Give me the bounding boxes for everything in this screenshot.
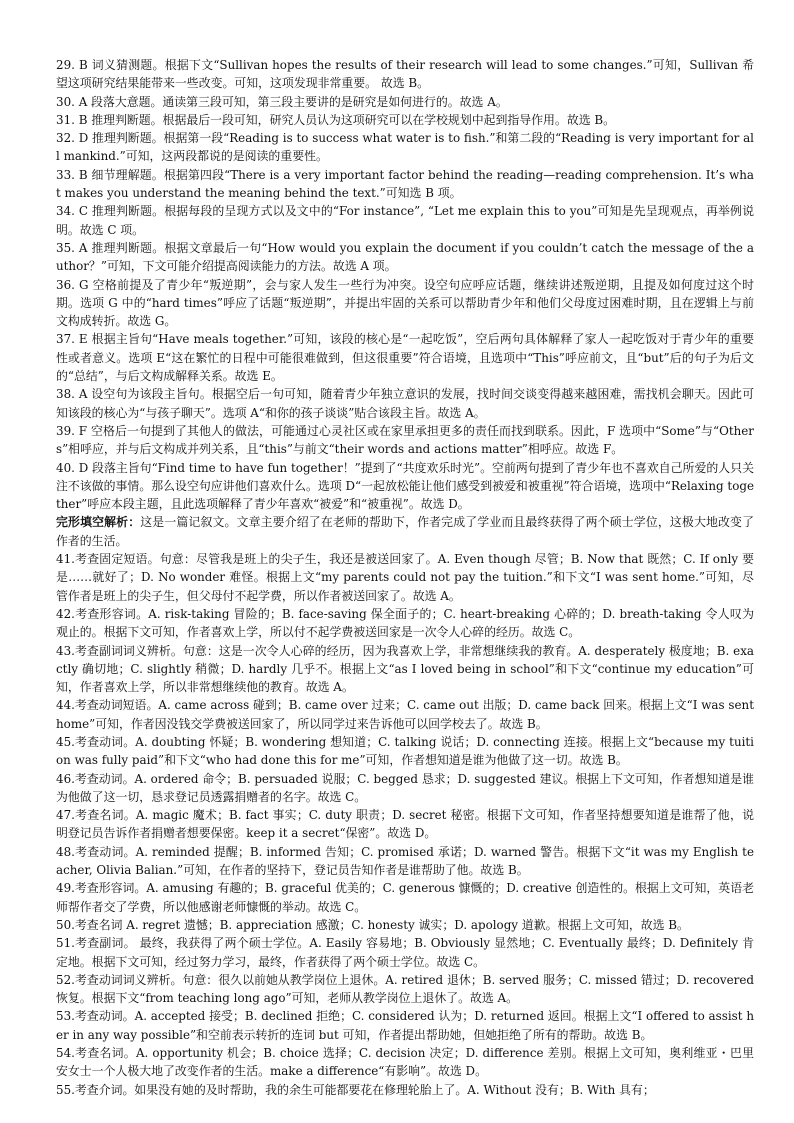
answer-entry <box>56 696 754 733</box>
entry-text: 52.考查动词词义辨析。句意：很久以前她从教学岗位上退休。A. retired 退休；B. served 服务；C. missed 错过；D. recovered 恢复。根据下文“from teaching long ago”可知，老师从教学岗位上退休了。故选 A。 <box>56 972 754 1006</box>
entry-text: 55.考查介词。如果没有她的及时帮助，我的余生可能都要花在修理轮胎上了。A. Without 没有；B. With 具有； <box>56 1082 655 1097</box>
answer-entry <box>56 879 754 916</box>
answer-entry <box>56 111 754 129</box>
entry-text: 44.考查动词短语。A. came across 碰到；B. came over 过来；C. came out 出版；D. came back 回来。根据上文“I was sent home”可知，作者因没钱交学费被送回家了，所以同学过来告诉他可以回学校去了。故选 B。 <box>56 698 754 731</box>
answer-entry <box>56 843 754 880</box>
entry-text: 41.考查固定短语。句意：尽管我是班上的尖子生，我还是被送回家了。A. Even though 尽管；B. Now that 既然；C. If only 要是……就好了；D. No wonder 难怪。根据上文“my parents could not pay the tuition.”和下文“I was sent home.”可知，尽管作者是班上的尖子生，但父母付不起学费，所以作者被送回家了。故选 A。 <box>56 552 754 603</box>
answer-entry <box>56 1007 754 1044</box>
answer-entry <box>56 459 754 514</box>
entry-text: 31. B 推理判断题。根据最后一段可知，研究人员认为这项研究可以在学校规划中起到指导作用。故选 B。 <box>56 112 616 127</box>
answer-entry <box>56 605 754 642</box>
answer-entry <box>56 56 754 93</box>
entry-text: 48.考查动词。A. reminded 提醒；B. informed 告知；C. promised 承诺；D. warned 警告。根据下文“it was my English teacher, Olivia Balian.”可知，在作者的坚持下，登记员告知作者是谁帮助了他。故选 B。 <box>56 844 754 878</box>
entry-text: 53.考查动词。A. accepted 接受；B. declined 拒绝；C. considered 认为；D. returned 返回。根据上文“I offered to assist her in any way possible”和空前表示转折的连词 but 可知，作者提出帮助她，但她拒绝了所有的帮助。故选 B。 <box>56 1009 754 1042</box>
answer-entry <box>56 239 754 276</box>
answer-entry <box>56 129 754 166</box>
answer-entry <box>56 1044 754 1081</box>
entry-text: 45.考查动词。A. doubting 怀疑；B. wondering 想知道；C. talking 说话；D. connecting 连接。根据上文“because my tuition was fully paid”和下文“who had done this for me”可知，作者想知道是谁为他做了这一切。故选 B。 <box>56 734 754 768</box>
entry-text: 30. A 段落大意题。通读第三段可知，第三段主要讲的是研究是如何进行的。故选 A。 <box>56 94 508 109</box>
answer-entry <box>56 1081 754 1099</box>
entry-text: 42.考查形容词。A. risk-taking 冒险的；B. face-saving 保全面子的；C. heart-breaking 心碎的；D. breath-taking 令人叹为观止的。根据下文可知，作者喜欢上学，所以付不起学费被送回家是一次令人心碎的经历。故选 C。 <box>56 606 754 640</box>
answer-entry <box>56 934 754 971</box>
entry-text: 34. C 推理判断题。根据每段的呈现方式以及文中的“For instance”, “Let me explain this to you”可知是先呈现观点，再举例说明。故选 C 项。 <box>56 204 754 237</box>
answer-entry <box>56 330 754 385</box>
entry-text: 39. F 空格后一句提到了其他人的做法，可能通过心灵社区或在家里承担更多的责任而找到联系。因此，F 选项中“Some”与“Others”相呼应，并与后文构成并列关系，且“this”与前文“their words and actions matter”相呼应。故选 F。 <box>56 423 754 457</box>
answer-entry <box>56 276 754 331</box>
entry-text: 46.考查动词。A. ordered 命令；B. persuaded 说服；C. begged 恳求；D. suggested 建议。根据上下文可知，作者想知道是谁为他做了这一切，恳求登记员透露捐赠者的名字。故选 C。 <box>56 771 754 804</box>
answer-entry <box>56 806 754 843</box>
entry-text: 51.考查副词。 最终，我获得了两个硕士学位。A. Easily 容易地；B. Obviously 显然地；C. Eventually 最终；D. Definitely 肯定地。根据下文可知，经过努力学习，最终，作者获得了两个硕士学位。故选 C。 <box>56 936 754 969</box>
answer-explanations <box>56 56 754 1099</box>
section-heading: 完形填空解析： <box>56 515 141 530</box>
entry-text: 43.考查副词词义辨析。句意：这是一次令人心碎的经历，因为我喜欢上学，非常想继续我的教育。A. desperately 极度地；B. exactly 确切地；C. slightly 稍微；D. hardly 几乎不。根据上文“as I loved being in school”和下文“continue my education”可知，作者喜欢上学，所以非常想继续他的教育。故选 A。 <box>56 643 754 695</box>
entry-text: 这是一篇记叙文。文章主要介绍了在老师的帮助下，作者完成了学业而且最终获得了两个硕士学位，这极大地改变了作者的生活。 <box>56 515 754 548</box>
answer-entry <box>56 770 754 807</box>
entry-text: 47.考查名词。A. magic 魔术；B. fact 事实；C. duty 职责；D. secret 秘密。根据下文可知，作者坚持想要知道是谁帮了他，说明登记员告诉作者捐赠者想要保密。keep it a secret“保密”。故选 D。 <box>56 808 754 841</box>
entry-text: 50.考查名词 A. regret 遗憾；B. appreciation 感激；C. honesty 诚实；D. apology 道歉。根据上文可知，故选 B。 <box>56 917 689 932</box>
entry-text: 29. B 词义猜测题。根据下文“Sullivan hopes the results of their research will lead to some changes.”可知，Sullivan 希望这项研究结果能带来一些改变。可知，这项发现非常重要。 故选 B。 <box>56 58 754 91</box>
answer-entry <box>56 550 754 605</box>
answer-entry <box>56 202 754 239</box>
entry-text: 54.考查名词。A. opportunity 机会；B. choice 选择；C. decision 决定；D. difference 差别。根据上文可知，奥利维亚・巴里安女士一个人极大地了改变作者的生活。make a difference“有影响”。故选 D。 <box>56 1046 754 1079</box>
answer-entry <box>56 733 754 770</box>
entry-text: 38. A 设空句为该段主旨句。根据空后一句可知，随着青少年独立意识的发展，找时间交谈变得越来越困难，需找机会聊天。因此可知该段的核心为“与孩子聊天”。选项 A“和你的孩子谈谈”贴合该段主旨。故选 A。 <box>56 387 754 420</box>
answer-entry <box>56 916 754 934</box>
entry-text: 36. G 空格前提及了青少年“叛逆期”，会与家人发生一些行为冲突。设空句应呼应话题，继续讲述叛逆期，且提及如何度过这个时期。选项 G 中的“hard times”呼应了话题“叛逆期”，并提出牢固的关系可以帮助青少年和他们父母度过困难时期，且在逻辑上与前文构成转折。故选 G。 <box>56 277 754 329</box>
answer-entry <box>56 93 754 111</box>
entry-text: 40. D 段落主旨句“Find time to have fun together！”提到了“共度欢乐时光”。空前两句提到了青少年也不喜欢自己所爱的人只关注不该做的事情。那么设空句应讲他们喜欢什么。选项 D“一起放松能让他们感受到被爱和被重视”符合语境，选项中“Relaxing together”呼应本段主题，且此选项解释了青少年喜欢“被爱”和“被重视”。故选 D。 <box>56 460 754 512</box>
entry-text: 35. A 推理判断题。根据文章最后一句“How would you explain the document if you couldn’t catch the message of the author？”可知，下文可能介绍提高阅读能力的方法。故选 A 项。 <box>56 240 754 274</box>
entry-text: 33. B 细节理解题。根据第四段“There is a very important factor behind the reading—reading comprehension. It’s what makes you understand the meaning behind the text.”可知选 B 项。 <box>56 167 754 201</box>
entry-text: 32. D 推理判断题。根据第一段“Reading is to success what water is to fish.”和第二段的“Reading is very important for all mankind.”可知，这两段都说的是阅读的重要性。 <box>56 131 754 164</box>
answer-entry <box>56 971 754 1008</box>
entry-text: 37. E 根据主旨句“Have meals together.”可知，该段的核心是“一起吃饭”，空后两句具体解释了家人一起吃饭对于青少年的重要性或者意义。选项 E“这在繁忙的日程中可能很难做到，但这很重要”符合语境，且选项中“This”呼应前文，且“but”后的句子为后文的“总结”，与后文构成解释关系。故选 E。 <box>56 332 754 384</box>
answer-entry <box>56 422 754 459</box>
answer-entry <box>56 642 754 697</box>
section-heading-paragraph <box>56 513 754 550</box>
answer-entry <box>56 166 754 203</box>
entry-text: 49.考查形容词。A. amusing 有趣的；B. graceful 优美的；C. generous 慷慨的；D. creative 创造性的。根据上文可知，英语老师帮作者交了学费，所以他感谢老师慷慨的举动。故选 C。 <box>56 881 754 914</box>
answer-entry <box>56 385 754 422</box>
